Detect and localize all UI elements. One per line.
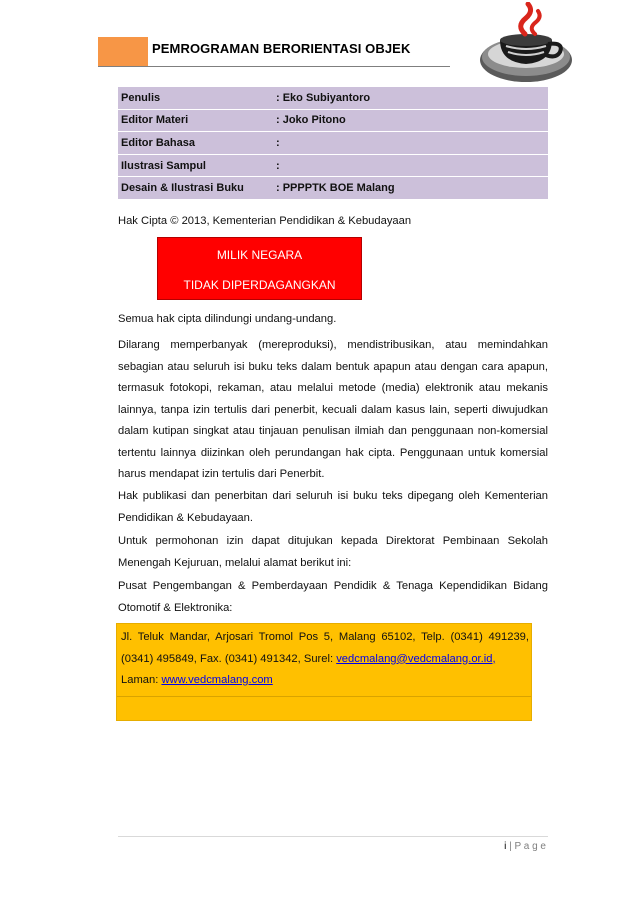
credit-label: Editor Materi — [118, 109, 276, 132]
credit-label: Editor Bahasa — [118, 132, 276, 155]
header-rule — [98, 66, 450, 67]
prohibition-paragraph: Dilarang memperbanyak (mereproduksi), mendistribusikan, atau memindahkan sebagian atau seluruh isi buku teks dalam bentuk apapun atau dengan cara apapun, termasuk fotokopi, rekaman, atau melalui metode (media) elektronik atau mekanis lainnya, tanpa izin tertulis dari penerbit, kecuali dalam kasus lain, seperti diwujudkan dalam kutipan singkat atau tinjauan penulisan ilmiah dan penggunaan non-komersial tertentu lainnya diizinkan oleh perundangan hak cipta. Penggunaan untuk komersial harus mendapat izin tertulis dari Penerbit. — [118, 339, 548, 480]
credit-row — [118, 177, 548, 200]
address-divider — [117, 696, 531, 697]
credit-value: : — [276, 132, 548, 155]
credit-row — [118, 87, 548, 109]
web-label: Laman: — [121, 674, 162, 686]
credit-value: : PPPPTK BOE Malang — [276, 177, 548, 200]
center-paragraph: Pusat Pengembangan & Pemberdayaan Pendidik & Tenaga Kependidikan Bidang Otomotif & Elektronika: — [118, 580, 548, 614]
header-accent-bar — [98, 37, 148, 67]
header-title: PEMROGRAMAN BERORIENTASI OBJEK — [152, 41, 411, 56]
credit-row — [118, 109, 548, 132]
address-line: Jl. Teluk Mandar, Arjosari Tromol Pos 5, Malang 65102, Telp. (0341) 491239, (0341) 495849, Fax. (0341) 491342, Surel: — [121, 631, 529, 665]
credit-row — [118, 154, 548, 177]
credit-label: Penulis — [118, 87, 276, 109]
credits-table — [118, 87, 548, 200]
address-box — [116, 623, 532, 721]
website-link[interactable]: www.vedcmalang.com — [161, 674, 273, 686]
notice-box — [157, 237, 362, 300]
address-text — [121, 627, 529, 692]
notice-line-1: MILIK NEGARA — [216, 248, 303, 262]
footer-rule — [118, 836, 548, 837]
credit-value: : Joko Pitono — [276, 109, 548, 132]
credit-label: Ilustrasi Sampul — [118, 154, 276, 177]
credit-row — [118, 132, 548, 155]
footer-separator: | — [509, 841, 512, 852]
credit-value: : Eko Subiyantoro — [276, 87, 548, 109]
page-label: P a g e — [514, 841, 546, 852]
credit-label: Desain & Ilustrasi Buku — [118, 177, 276, 200]
publishing-paragraph: Hak publikasi dan penerbitan dari seluruh isi buku teks dipegang oleh Kementerian Pendidikan & Kebudayaan. — [118, 490, 548, 524]
java-coffee-cup-logo-icon — [476, 2, 572, 88]
notice-line-2: TIDAK DIPERDAGANGKAN — [183, 278, 336, 292]
page-number: i — [504, 841, 507, 852]
email-link[interactable]: vedcmalang@vedcmalang.or.id, — [336, 652, 496, 665]
copyright-text: Hak Cipta © 2013, Kementerian Pendidikan & Kebudayaan — [118, 215, 412, 227]
permission-paragraph: Untuk permohonan izin dapat ditujukan kepada Direktorat Pembinaan Sekolah Menengah Kejuruan, melalui alamat berikut ini: — [118, 535, 548, 569]
page-footer — [470, 841, 546, 852]
rights-paragraph: Semua hak cipta dilindungi undang-undang. — [118, 313, 337, 325]
credit-value: : — [276, 154, 548, 177]
